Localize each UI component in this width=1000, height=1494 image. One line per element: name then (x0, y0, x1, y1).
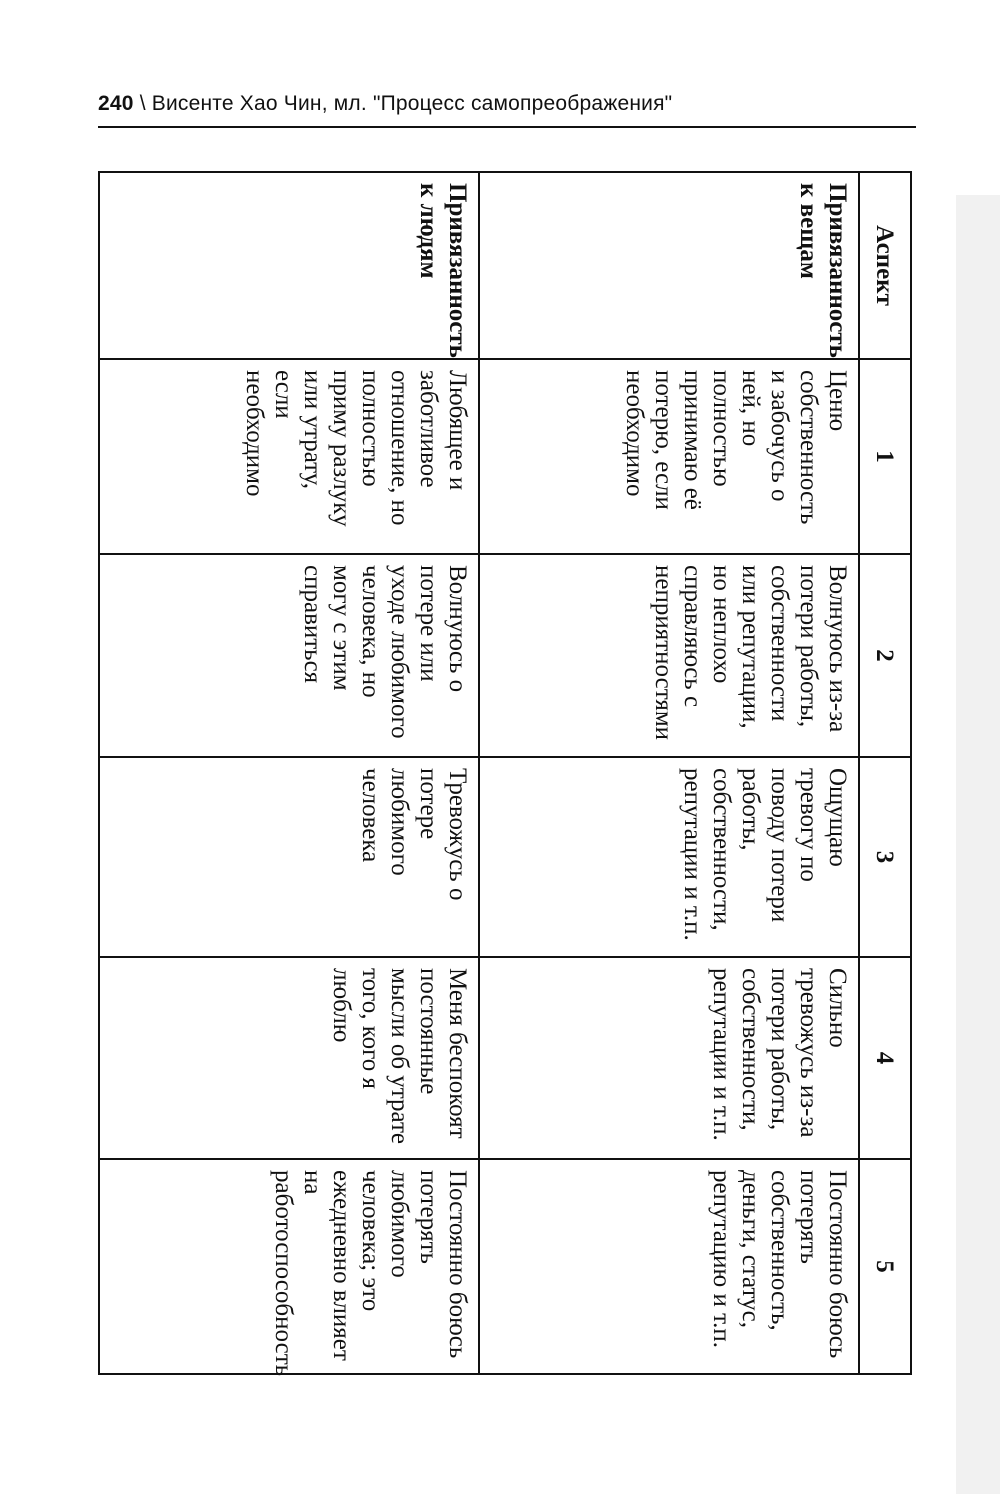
running-title: Висенте Хао Чин, мл. "Процесс самопреображения" (151, 92, 673, 115)
aspect-cell: Привязанность к людям (99, 172, 479, 359)
table-cell: Постоянно боюсь потерять собственность, деньги, статус, репутацию и т.п. (479, 1159, 859, 1374)
table-cell: Постоянно боюсь потерять любимого человека; это ежедневно влияет на работоспособность (99, 1159, 479, 1374)
table-cell: Волнуюсь о потере или уходе любимого человека, но могу с этим справиться (99, 554, 479, 757)
page-number: 240 (98, 92, 134, 115)
table-cell: Ощущаю тревогу по поводу потери работы, собственности, репутации и т.п. (479, 757, 859, 957)
table-cell: Сильно тревожусь из-за потери работы, собственности, репутации и т.п. (479, 957, 859, 1159)
table-row (99, 172, 479, 1374)
table-cell: Любящее и заботливое отношение, но полностью приму разлуку или утрату, если необходимо (99, 359, 479, 554)
table-cell: Волнуюсь из-за потери работы, собственности или репутации, но неплохо справляюсь с неприятностями (479, 554, 859, 757)
table-cell: Ценю собственность и забочусь о ней, но полностью принимаю её потерю, если необходимо (479, 359, 859, 554)
header-rule (98, 126, 916, 128)
attachment-table (98, 171, 912, 1375)
table-cell: Меня беспокоят постоянные мысли об утрате того, кого я люблю (99, 957, 479, 1159)
column-header: 3 (859, 757, 911, 957)
rotated-table-wrapper (98, 171, 912, 1377)
rotated-table-area (98, 171, 912, 1377)
column-header: 1 (859, 359, 911, 554)
table-cell: Тревожусь о потере любимого человека (99, 757, 479, 957)
header-separator: \ (139, 92, 146, 115)
column-header: 2 (859, 554, 911, 757)
page-edge-shadow (956, 195, 1000, 1494)
running-header (98, 92, 672, 116)
column-header: Аспект (859, 172, 911, 359)
column-header: 5 (859, 1159, 911, 1374)
table-row (479, 172, 859, 1374)
column-header: 4 (859, 957, 911, 1159)
table-header-row (859, 172, 911, 1374)
aspect-cell: Привязанность к вещам (479, 172, 859, 359)
